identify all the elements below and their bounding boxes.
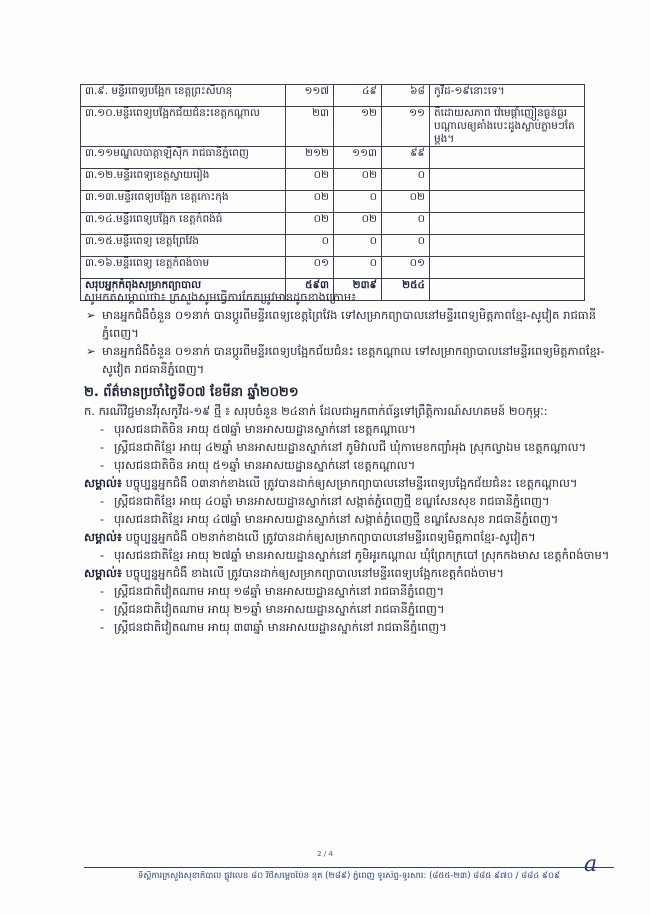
case-item: - ស្ត្រីជនជាតិវៀតណាម អាយុ ១៨ឆ្នាំ មានអាសយដ្ឋានស្នាក់នៅ រាជធានីភ្នំពេញ។ xyxy=(84,582,620,600)
table-row xyxy=(81,169,585,191)
remark-label: សម្គាល់៖ xyxy=(84,476,122,490)
remark-text: បច្ចុប្បន្នអ្នកជំងឺ ០២នាក់ខាងលើ ត្រូវបានដាក់ឲ្យសម្រាកព្យាបាលនៅមន្ទីរពេទ្យមិត្តភាពខ្មែរ-សូវៀត។ xyxy=(125,530,536,544)
hospital-table xyxy=(80,84,585,301)
cell-name: ៣.១៤.មន្ទីរពេទ្យបង្អែក ខេត្តកំពង់ធំ xyxy=(81,213,286,235)
table-row xyxy=(81,147,585,169)
table-row xyxy=(81,107,585,147)
page-number: 2 / 4 xyxy=(317,850,333,858)
footer-address: ទីស្តីការក្រសួងសុខាភិបាល ផ្លូវលេខ ៨០ វិថីសម្តេចប៉ែន នុត (២៨៩) ភ្នំពេញ ទូរស័ព្ទ-ទូរសារ: (៨៥៥-២៣) ៨៨៥ ៩៧០ / ៨៨៤ ៩០៩ xyxy=(137,871,561,881)
cell-v3: ១១ xyxy=(382,107,430,147)
cell-v1: ០២ xyxy=(286,213,334,235)
section-intro: ក. ករណីវិជ្ជមានវីរុសកូវីដ-១៩ ថ្មី ៖ សរុបចំនួន ២៤នាក់ ដែលជាអ្នកពាក់ព័ន្ធទៅព្រឹត្តិការណ៍សហគមន៍ ២០កុម្ភៈ: xyxy=(84,404,548,418)
cell-name: ៣.១៥.មន្ទីរពេទ្យ ខេត្តព្រៃវែង xyxy=(81,235,286,257)
case-item: - បុរសជនជាតិខ្មែរ អាយុ ២៧ឆ្នាំ មានអាសយដ្ឋានស្នាក់នៅ ភូមិអូរកណ្តាល ឃុំព្រែកក្របៅ ស្រុកកងមាស ខេត្តកំពង់ចាម។ xyxy=(84,546,620,564)
cell-v3: ០ xyxy=(382,235,430,257)
cell-note: កូវីដ-១៩នោះទេ។ xyxy=(430,85,585,107)
section-heading: ២. ព័ត៌មានប្រចាំថ្ងៃទី០៧ ខែមីនា ឆ្នាំ២០២១ xyxy=(84,385,299,400)
cell-name: ៣.១១មណ្ឌលបាត្តាឡឺស៊ីក រាជធានីភ្នំពេញ xyxy=(81,147,286,169)
cell-v2: ០ xyxy=(334,257,382,279)
cell-v1: ០ xyxy=(286,235,334,257)
remark-1 xyxy=(84,474,620,492)
cell-v2: ២៣៩ xyxy=(334,279,382,301)
note-heading: សូមកត់សម្គាល់ថា៖ ក្រសួងសូមធ្វើការកែតម្រូវមានដូចខាងក្រោម៖ xyxy=(84,290,357,304)
table-row xyxy=(81,85,585,107)
remark-2 xyxy=(84,528,620,546)
cell-v3: ០ xyxy=(382,213,430,235)
cell-v2: ០២ xyxy=(334,213,382,235)
cell-v2: ១២ xyxy=(334,107,382,147)
remark-3 xyxy=(84,564,620,582)
cell-v1: ២៣ xyxy=(286,107,334,147)
case-item: - បុរសជនជាតិខ្មែរ អាយុ ៤៧ឆ្នាំ មានអាសយដ្ឋានស្នាក់នៅ សង្កាត់ភ្នំពេញថ្មី ខណ្ឌសែនសុខ រាជធានីភ្នំពេញ។ xyxy=(84,510,620,528)
case-item: - បុរសជនជាតិចិន អាយុ ៥១ឆ្នាំ មានអាសយដ្ឋានស្នាក់នៅ ខេត្តកណ្តាល។ xyxy=(84,456,620,474)
cell-note xyxy=(430,191,585,213)
case-item: - ស្ត្រីជនជាតិវៀតណាម អាយុ ៣៣ឆ្នាំ មានអាសយដ្ឋានស្នាក់នៅ រាជធានីភ្នំពេញ។ xyxy=(84,618,620,636)
cell-v3: ០២ xyxy=(382,191,430,213)
cell-v3: ០ xyxy=(382,169,430,191)
cell-v1: ២១២ xyxy=(286,147,334,169)
cell-v1: ០២ xyxy=(286,169,334,191)
cell-v3: ៦៨ xyxy=(382,85,430,107)
cell-v1: ០១ xyxy=(286,257,334,279)
cell-v2: ០ xyxy=(334,235,382,257)
document-body xyxy=(84,288,620,636)
cell-name: ៣.៩. មន្ទីរពេទ្យបង្អែក ខេត្តព្រះសីហនុ xyxy=(81,85,286,107)
case-item: - ស្ត្រីជនជាតិខ្មែរ អាយុ ៤២ឆ្នាំ មានអាសយដ្ឋានស្នាក់នៅ ភូមិវាលជី ឃុំកាមេខកញ្ចាំអុង ស្រុកល្វាឯម ខេត្តកណ្តាល។ xyxy=(84,438,620,456)
cell-v3: ០១ xyxy=(382,257,430,279)
case-item: - ស្ត្រីជនជាតិវៀតណាម អាយុ ២១ឆ្នាំ មានអាសយដ្ឋានស្នាក់នៅ រាជធានីភ្នំពេញ។ xyxy=(84,600,620,618)
cell-note xyxy=(430,169,585,191)
cell-v2: ៤៩ xyxy=(334,85,382,107)
table-row xyxy=(81,257,585,279)
cell-v2: ០២ xyxy=(334,169,382,191)
cell-note xyxy=(430,235,585,257)
cell-name: ៣.១៦.មន្ទីរពេទ្យ ខេត្តកំពង់ចាម xyxy=(81,257,286,279)
footer-divider xyxy=(84,867,614,868)
signature-mark: a xyxy=(584,852,598,877)
cell-name: ៣.១០.មន្ទីរពេទ្យបង្អែកជ័យជំនះខេត្តកណ្តាល xyxy=(81,107,286,147)
cell-v2: ១១៣ xyxy=(334,147,382,169)
cell-v3: ៩៩ xyxy=(382,147,430,169)
case-item: - បុរសជនជាតិចិន អាយុ ៥៧ឆ្នាំ មានអាសយដ្ឋានស្នាក់នៅ ខេត្តកណ្តាល។ xyxy=(84,420,620,438)
cell-v1: ៥៩៣ xyxy=(286,279,334,301)
remark-text: បច្ចុប្បន្នអ្នកជំងឺ ខាងលើ ត្រូវបានដាក់ឲ្យសម្រាកព្យាបាលនៅមន្ទីរពេទ្យបង្អែកខេត្តកំពង់ចាម។ xyxy=(125,566,504,580)
case-item: - ស្ត្រីជនជាតិខ្មែរ អាយុ ៤០ឆ្នាំ មានអាសយដ្ឋានស្នាក់នៅ សង្កាត់ភ្នំពេញថ្មី ខណ្ឌសែនសុខ រាជធានីភ្នំពេញ។ xyxy=(84,492,620,510)
remark-label: សម្គាល់៖ xyxy=(84,530,122,544)
cell-name: សរុបអ្នកកំពុងសម្រាកព្យាបាល xyxy=(81,279,286,301)
cell-v3: ២៥៤ xyxy=(382,279,430,301)
note-bullet-2: ➢ មានអ្នកជំងឺចំនួន ០១នាក់ បានប្តូរពីមន្ទីរពេទ្យបង្អែកជ័យជំនះ ខេត្តកណ្តាល ទៅសម្រាកព្យាបាលនៅមន្ទីរពេទ្យមិត្តភាពខ្មែរ-សូវៀត រាជធានីភ្នំពេញ។ xyxy=(84,342,620,378)
table-row xyxy=(81,191,585,213)
cell-v1: ០២ xyxy=(286,191,334,213)
note-bullet-1: ➢ មានអ្នកជំងឺចំនួន ០១នាក់ បានប្តូរពីមន្ទីរពេទ្យខេត្តព្រៃវែង ទៅសម្រាកព្យាបាលនៅមន្ទីរពេទ្យមិត្តភាពខ្មែរ-សូវៀត រាជធានីភ្នំពេញ។ xyxy=(84,306,620,342)
table-row xyxy=(81,235,585,257)
table-row xyxy=(81,213,585,235)
cell-note xyxy=(430,213,585,235)
remark-label: សម្គាល់៖ xyxy=(84,566,122,580)
cell-name: ៣.១២.មន្ទីរពេទ្យខេត្តស្វាយរៀង xyxy=(81,169,286,191)
cell-note: តឺដោយសភាព វ៉េមេផ្តាំញៀនធ្ងន់ធ្ងរ បណ្តាលឲ្យគាំងបេះដូងស្លាប់ភ្លាមៗតែម្តង។ xyxy=(430,107,585,147)
cell-v1: ១១៧ xyxy=(286,85,334,107)
cell-name: ៣.១៣.មន្ទីរពេទ្យបង្អែក ខេត្តកោះកុង xyxy=(81,191,286,213)
cell-note xyxy=(430,147,585,169)
cell-note xyxy=(430,257,585,279)
remark-text: បច្ចុប្បន្នអ្នកជំងឺ ០៣នាក់ខាងលើ ត្រូវបានដាក់ឲ្យសម្រាកព្យាបាលនៅមន្ទីរពេទ្យបង្អែកជ័យជំនះ ខេត្តកណ្តាល។ xyxy=(125,476,578,490)
cell-v2: ០ xyxy=(334,191,382,213)
